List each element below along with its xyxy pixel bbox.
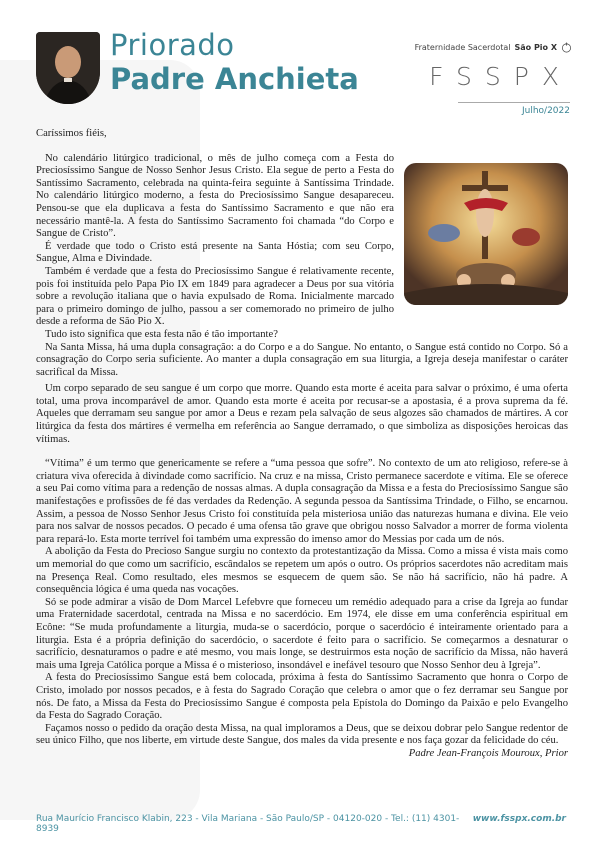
paragraph-10: A festa do Preciosíssimo Sangue está bem colocada, próxima à festa do Santíssimo Sacramento que honra o Corpo de Cristo, imolado por nossos pecados, e à festa do Sagrado Coração que celebra o amor que o fez derramar seu Sangue por nós. De fato, a Missa da Festa do Preciosíssimo Sangue é composta pela Epístola do Domingo da Paixão e pelo Evangelho da Festa do Sagrado Coração. (36, 672, 568, 722)
letter-body (36, 128, 568, 761)
fsspx-acronym: FSSPX (429, 62, 572, 91)
paragraph-5: Na Santa Missa, há uma dupla consagração: a do Corpo e a do Sangue. No entanto, o Sangue está contido no Corpo. Só a consagração do Corpo seria suficiente. Ao manter a dupla consagração em sua liturgia, a Igreja deseja manifestar o caráter sacrifical da Missa. (36, 341, 568, 378)
paragraph-6: Um corpo separado de seu sangue é um corpo que morre. Quando esta morte é aceita para salvar o próximo, é uma oferta total, uma prova incomparável de amor. Quando esta morte é aceita por recusar-se a apostasia, é a prova suprema da fé. Aqueles que derramam seu sangue por amor a Deus e rezam pela salvação de seus algozes são chamados de mártires. A cor litúrgica da festa dos mártires é vermelha em referência ao Sangue derramado, o que simboliza as disposições heroicas das vítimas. (36, 383, 568, 445)
priory-title-line1: Priorado (110, 28, 235, 62)
paragraph-2: É verdade que todo o Cristo está presente na Santa Hóstia; com seu Corpo, Sangue, Alma e Divindade. (36, 240, 394, 265)
signature: Padre Jean-François Mouroux, Prior (408, 747, 568, 759)
fraternity-label (415, 42, 572, 53)
priory-title-line2: Padre Anchieta (110, 62, 359, 96)
issue-date: Julho/2022 (521, 106, 570, 116)
paragraph-3: Também é verdade que a festa do Preciosíssimo Sangue é relativamente recente, pois foi instituída pelo Papa Pio IX em 1849 para agradecer a Deus por sua vitória sobre a revolução italiana que o havia expulsado de Roma. Inicialmente marcado para o primeiro domingo de julho, passou a ser comemorado no primeiro de julho desde a reforma de São Pio X. (36, 265, 394, 328)
salutation: Caríssimos fiéis, (36, 128, 107, 139)
paragraph-1: No calendário litúrgico tradicional, o mês de julho começa com a Festa do Preciosíssimo Sangue de Nosso Senhor Jesus Cristo. Ela segue de perto a Festa do Santíssimo Sacramento, celebrada na quinta-feira seguinte à Santíssima Trindade. No calendário litúrgico moderno, a festa do Preciosíssimo Sangue desapareceu. Pensou-se que ela duplicava a festa do Santíssimo Sacramento e que não era necessário mantê-la. A festa do Santíssimo Sacramento foi chamada “do Corpo e Sangue de Cristo”. (36, 152, 394, 240)
paragraph-9: Só se pode admirar a visão de Dom Marcel Lefebvre que forneceu um remédio adequado para a crise da Igreja ao fundar uma Fraternidade sacerdotal, centrada na Missa e no sacerdócio. Em 1974, ele disse em uma conferência espiritual em Ecône: “Se muda profundamente a liturgia, muda-se o sacerdócio, porque o sacerdócio é inteiramente orientado para a liturgia. Esta é a própria definição do sacerdócio, o sacerdote é feito para o sacrifício. Se começarmos a desnaturar o sacrifício, desnaturamos o padre e até mesmo, vou mais longe, se destruirmos esta noção de sacrifício da Missa, não haverá mais uma Igreja Católica porque a Missa é o misterioso, insondável e inefável tesouro que Nosso Senhor deu à Igreja”. (36, 596, 568, 671)
paragraph-11: Façamos nosso o pedido da oração desta Missa, na qual imploramos a Deus, que se deixou dobrar pelo Sangue redentor de seu único Filho, que nos liberte, em virtude deste Sangue, dos males da vida presente e nos faça gozar da felicidade do céu. (36, 722, 568, 747)
footer-address: Rua Maurício Francisco Klabin, 223 - Vila Mariana - São Paulo/SP - 04120-020 - Tel.: (11) 4301-8939 (36, 814, 460, 834)
footer (36, 814, 566, 834)
fsspx-seal-icon (561, 42, 572, 53)
letterhead (0, 0, 600, 120)
paragraph-8: A abolição da Festa do Precioso Sangue surgiu no contexto da protestantização da Missa. Como a missa é vista mais como um memorial do que como um sacrifício, escândalos se repetem um após o outro. Os próprios sacerdotes não acreditam mais na Presença Real. Como resultado, eles mesmos se esquecem de quem são. Se não há sacrifício, não há padre. A consequência lógica é uma queda nas vocações. (36, 546, 568, 596)
date-divider (458, 102, 570, 103)
fraternity-name: São Pio X (514, 43, 557, 52)
fraternity-prefix: Fraternidade Sacerdotal (414, 43, 511, 52)
paragraph-7: “Vítima” é um termo que genericamente se refere a “uma pessoa que sofre”. No contexto de um ato religioso, refere-se à criatura viva oferecida à divindade como sacrifício. Na cruz e na missa, Cristo permanece sacerdote e vítima. Ele se oferece a seu Pai como vítima para a redenção de nossas almas. A dupla consagração da Missa e a festa do Preciosíssimo Sangue são manifestações e profissões de fé das verdades da Redenção. A segunda pessoa da Santíssima Trindade, o Filho, se encarnou. Assim, a pessoa de Nosso Senhor Jesus Cristo foi constituída pela misteriosa união das naturezas humana e divina. Ele veio para nos salvar de nossos pecados. O pecado é uma ofensa tão grave que obrigou nosso Salvador a morrer de forma violenta para repará-lo. Esta morte terrível foi também uma expressão do imenso amor do Messias por cada um de nós. (36, 458, 568, 545)
footer-website-link[interactable]: www.fsspx.com.br (472, 814, 566, 824)
saint-portrait-icon (36, 32, 100, 104)
paragraph-4: Tudo isto significa que esta festa não é tão importante? (45, 328, 278, 340)
precious-blood-painting-icon (404, 163, 568, 305)
